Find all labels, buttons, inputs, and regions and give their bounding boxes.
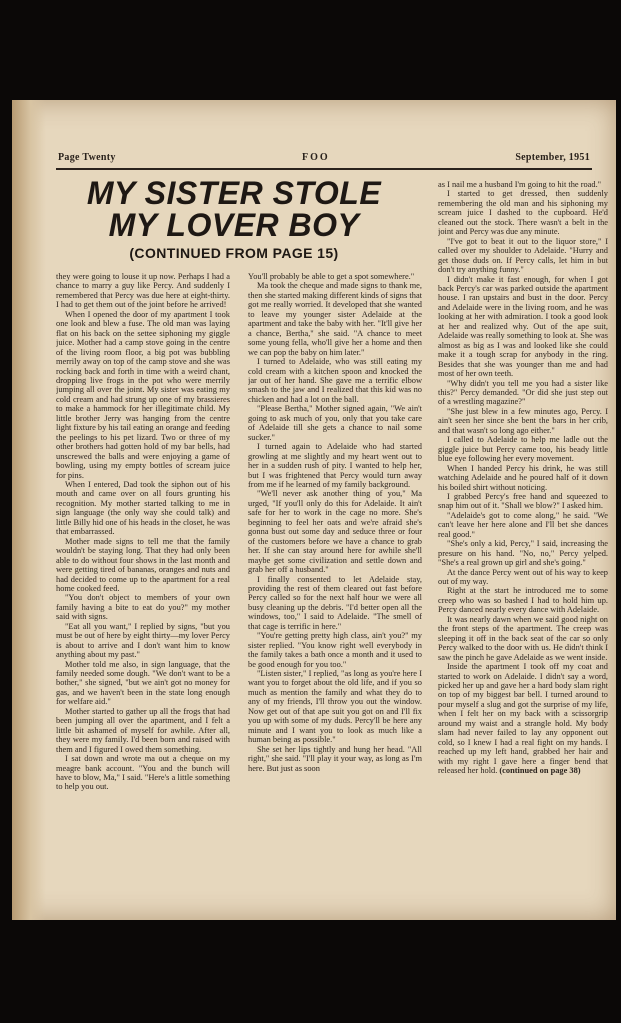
paragraph: When I entered, Dad took the siphon out of his mouth and came over on all fours grunting his recognition. My mother started talking to me in sign language (the only way she could talk) and little Billy hid one of his heads in the closet, he was that embarrassed. xyxy=(56,479,230,537)
paragraph: they were going to louse it up now. Perhaps I had a chance to marry a guy like Percy. And suddenly I remembered that Percy was due here at eight-thirty. I had to get them out of the joint before he arrived! xyxy=(56,272,230,310)
paragraph: Mother started to gather up all the frogs that had been jumping all over the apartment, and I felt a little bit ashamed of myself for awhile. After all, they were my family. I'd been born and raised with them and I figured I owed them something. xyxy=(56,706,230,754)
paragraph: Mother told me also, in sign language, that the family needed some dough. "We don't want to be a bother," she signed, "but we ain't got no money for gas, and we haven't been in the state long enough for welfare aid." xyxy=(56,659,230,707)
magazine-page xyxy=(12,100,616,920)
paragraph: It was nearly dawn when we said good night on the front steps of the apartment. The creep was sleeping it off in the back seat of the car so only Percy walked to the door with us. He didn't think I saw the pinch he gave Adelaide as we went inside. xyxy=(438,614,608,662)
paragraph: I finally consented to let Adelaide stay, providing the rest of them cleared out fast before Percy called so for the next half hour we were all busy cleaning up the debris. "I'd better open all the windows, too," I said to Adelaide. "The smell of that cage is terrific in here." xyxy=(248,574,422,631)
paragraph: Ma took the cheque and made signs to thank me, then she started making different kinds of signs that got me really worried. It developed that she wanted to leave my younger sister Adelaide at the apartment and take the baby with her. "It'll give her a chance, Bertha," she said. "A chance to meet some young fella, who'll give her a home and then we can pop the baby on him later." xyxy=(248,281,422,357)
paragraph: I turned to Adelaide, who was still eating my cold cream with a kitchen spoon and knocked the jar out of her hand. She gave me a terrific elbow smash to the jaw and I realized that this kid was no chicken and had a lot on the ball. xyxy=(248,357,422,404)
text-column-3 xyxy=(438,180,608,902)
page-spine-shadow xyxy=(12,100,46,920)
issue-date: September, 1951 xyxy=(515,152,590,163)
paragraph: "Please Bertha," Mother signed again, "We ain't going to ask much of you, only that you take care of Adelaide till she gets a chance to nail some sucker." xyxy=(248,404,422,442)
story-title-line-2: MY LOVER BOY xyxy=(108,207,360,243)
paragraph: You'll probably be able to get a spot somewhere." xyxy=(248,272,415,281)
paragraph xyxy=(438,662,608,775)
paragraph: "She's only a kid, Percy," I said, increasing the presure on his hand. "No, no," Percy yelped. "She's a real grown up girl and she's going." xyxy=(438,539,608,568)
paragraph: I turned again to Adelaide who had started growling at me slightly and my heart went out to her in a sudden rush of pity. I wanted to help her, but I was frightened that Percy would turn away from me if he learned of my family background. xyxy=(248,442,422,489)
paragraph: I started to get dressed, then suddenly remembering the old man and his siphoning my scream juice I dashed to the cupboard. He'd cleaned out the stock. There wasn't a belt in the joint and Percy was due any minute. xyxy=(438,189,608,237)
text-column-2 xyxy=(248,272,422,902)
page-number-label: Page Twenty xyxy=(58,152,116,163)
paragraph: "We'll never ask another thing of you," Ma urged, "If you'll only do this for Adelaide. It ain't safe for her to work in the cage no more. She's beginning to feel her oats and we're afraid she's gonna bust out some day and seduce three or four of the customers before we have a chance to grab her. If she can stay around here for awhile she'll maybe get some civilization and settle down and grab her off a husband." xyxy=(248,489,422,575)
paragraph: When I handed Percy his drink, he was still watching Adelaide and he poured half of it down his boiled shirt without noticing. xyxy=(438,463,608,492)
story-subtitle: (CONTINUED FROM PAGE 15) xyxy=(129,245,339,261)
paragraph: When I opened the door of my apartment I took one look and blew a fuse. The old man was laying flat on his back on the settee siphoning my giggle juice. Mother had a camp stove going in the centre of the living room floor, a big pot was bubbling merrily away on top of the camp stove and she was rocking back and forth in time with a weird chant, dropping live frogs in the pot who were merrily jumping all over the joint. My sister was eating my cold cream and had strung up one of my brassieres to make a hammock for her illegitimate child. My little brother Jerry was hanging from the centre light fixture by his tail eating an orange and feeding the peelings to his pet lizard. Two or three of my other brothers had gotten hold of my bar bells, had unscrewed the balls and were enjoying a game of bowling, using my empty bottles of scream juice for pins. xyxy=(56,309,230,480)
paragraph: Right at the start he introduced me to some creep who was so bashed I had to hold him up. Percy danced nearly every dance with Adelaide. xyxy=(438,586,608,615)
paragraph: "Adelaide's got to come along," he said. "We can't leave her here alone and I'll bet she dances real good." xyxy=(438,510,608,539)
paragraph: Mother made signs to tell me that the family wouldn't be staying long. That they had only been able to do without four shows in the last month and were getting tired of bananas, oranges and nuts and had decided to come up to the apartment for a real home cooked feed. xyxy=(56,536,230,593)
paragraph: "Eat all you want," I replied by signs, "but you must be out of here by eight thirty—my lover Percy is about to arrive and I don't want him to know anything about my past." xyxy=(56,621,230,660)
magazine-name: FOO xyxy=(302,152,330,163)
paragraph: "You're getting pretty high class, ain't you?" my sister replied. "You know right well everybody in the family takes a bath once a month and it used to be good enough for you too." xyxy=(248,631,422,669)
paragraph: I sat down and wrote ma out a cheque on my meagre bank account. "You and the bunch will have to blow, Ma," I said. "Here's a little something to help you out. xyxy=(56,754,230,792)
paragraph: "Why didn't you tell me you had a sister like this?" Percy demanded. "Or did she just step out of a wrestling magazine?" xyxy=(438,378,608,407)
paragraph: I called to Adelaide to help me ladle out the giggle juice but Percy came too, his beady little blue eye following her every movement. xyxy=(438,435,608,464)
text-column-1 xyxy=(56,272,230,902)
paragraph: At the dance Percy went out of his way to keep out of my way. xyxy=(438,567,608,587)
continued-note: (continued on page 38) xyxy=(499,766,581,776)
story-title-line-1: MY SISTER STOLE xyxy=(86,175,382,211)
paragraph: I grabbed Percy's free hand and squeezed to snap him out of it. "Shall we blow?" I asked him. xyxy=(438,491,608,511)
paragraph: I didn't make it fast enough, for when I got back Percy's car was parked outside the apartment house. I ran upstairs and bust in the door. Percy and Adelaide were in the living room, and he was looking at her with admiration. I took a good look at her and realized why. Out of the ape suit, Adelaide was really something to look at. She was almost as big as I was and looked like she could make it a tough scrap for anybody in the ring. Besides that she was younger than me and had most of her own teeth. xyxy=(438,274,608,379)
paragraph: "Listen sister," I replied, "as long as you're here I want you to forget about the old life, and if you so much as mention the family and what they do to any of my friends, I'll throw you out the window. Now get out of that ape suit you got on and I'll fix you up with some of my duds. Percy'll be here any minute and I want you to look as much like a human being as possible." xyxy=(248,669,422,745)
paragraph: "I've got to beat it out to the liquor store," I called over my shoulder to Adelaide. "Hurry and get those duds on. If Percy calls, let him in but don't try anything funny." xyxy=(438,236,608,275)
header-rule xyxy=(56,168,592,170)
paragraph-text: Inside the apartment I took off my coat and started to work on Adelaide. I didn't say a word, picked her up and gave her a hard body slam right on top of my biggest bar bell. I turned around to pour myself a slug and got the surprise of my life, when I felt her on my back with a scissorgrip around my waist and a strangle hold. My body slam had never failed to lay any opponent out cold, so I knew I had a real fight on my hands. I reached up my left hand, grabbed her hair and with my right I gave here a finger bend that released her hold. xyxy=(438,662,608,776)
paragraph: as I nail me a husband I'm going to hit the road." xyxy=(438,180,602,189)
paragraph: "She just blew in a few minutes ago, Percy. I ain't seen her since she bent the bars in her crib, and that wasn't so long ago either." xyxy=(438,406,608,435)
paragraph: She set her lips tightly and hung her head. "All right," she said. "I'll play it your way, as long as I'm here. But just as soon xyxy=(248,744,422,773)
paragraph: "You don't object to members of your own family having a bite to eat do you?" my mother said with signs. xyxy=(56,593,230,622)
